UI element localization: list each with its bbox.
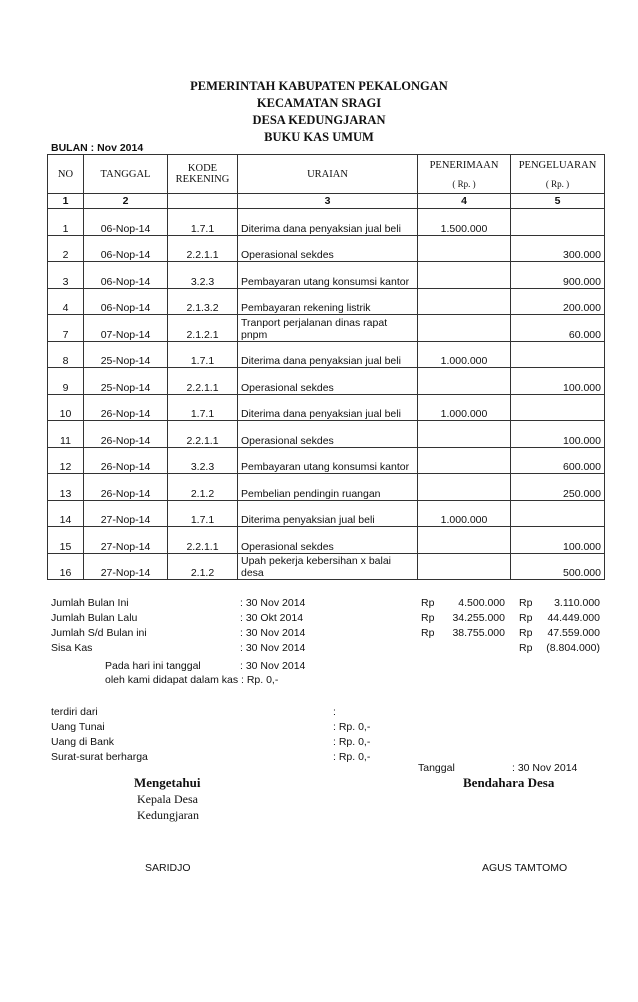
terdiri-label: terdiri dari bbox=[51, 706, 98, 718]
signatory-left-name: SARIDJO bbox=[145, 862, 191, 874]
row-tanggal: 25-Nop-14 bbox=[84, 341, 168, 368]
pada-label: Pada hari ini tanggal bbox=[105, 660, 201, 672]
row-pengeluaran bbox=[511, 394, 605, 421]
row-pengeluaran: 500.000 bbox=[511, 553, 605, 580]
header-line-4: BUKU KAS UMUM bbox=[264, 130, 374, 144]
row-uraian: Upah pekerja kebersihan x balai desa bbox=[238, 553, 418, 580]
row-tanggal: 06-Nop-14 bbox=[84, 235, 168, 262]
row-tanggal: 26-Nop-14 bbox=[84, 421, 168, 448]
row-penerimaan: 1.000.000 bbox=[418, 394, 511, 421]
header-uraian: URAIAN bbox=[238, 155, 418, 194]
col-number: 4 bbox=[418, 194, 511, 209]
summary-date: : 30 Nov 2014 bbox=[240, 597, 306, 609]
row-uraian: Operasional sekdes bbox=[238, 368, 418, 395]
row-pengeluaran: 100.000 bbox=[511, 368, 605, 395]
row-penerimaan: 1.000.000 bbox=[418, 500, 511, 527]
row-tanggal: 27-Nop-14 bbox=[84, 553, 168, 580]
row-kode: 2.1.2 bbox=[168, 474, 238, 501]
row-uraian: Diterima dana penyaksian jual beli bbox=[238, 394, 418, 421]
row-uraian: Pembayaran rekening listrik bbox=[238, 288, 418, 315]
row-kode: 2.2.1.1 bbox=[168, 235, 238, 262]
column-number-row bbox=[48, 194, 605, 209]
row-tanggal: 07-Nop-14 bbox=[84, 315, 168, 342]
row-penerimaan bbox=[418, 235, 511, 262]
row-pengeluaran: 100.000 bbox=[511, 527, 605, 554]
row-pengeluaran: 300.000 bbox=[511, 235, 605, 262]
row-kode: 2.2.1.1 bbox=[168, 527, 238, 554]
kepala-desa-label: Kepala Desa bbox=[137, 792, 198, 806]
row-penerimaan bbox=[418, 288, 511, 315]
summary-date: : 30 Okt 2014 bbox=[240, 612, 304, 624]
row-no: 12 bbox=[48, 447, 84, 474]
row-no: 9 bbox=[48, 368, 84, 395]
table-row bbox=[48, 262, 605, 289]
table-body bbox=[48, 209, 605, 580]
table-row bbox=[48, 341, 605, 368]
terdiri-value: : bbox=[333, 706, 336, 718]
row-tanggal: 26-Nop-14 bbox=[84, 474, 168, 501]
row-pengeluaran: 200.000 bbox=[511, 288, 605, 315]
header-line-3: DESA KEDUNGJARAN bbox=[252, 113, 386, 127]
bendahara-label: Bendahara Desa bbox=[463, 775, 555, 790]
mengetahui-label: Mengetahui bbox=[134, 775, 201, 790]
summary-date: : 30 Nov 2014 bbox=[240, 627, 306, 639]
header-pengeluaran bbox=[511, 155, 605, 194]
header-penerimaan-label: PENERIMAAN bbox=[429, 159, 499, 171]
row-no: 2 bbox=[48, 235, 84, 262]
summary-pengeluaran-value: 44.449.000 bbox=[547, 612, 600, 624]
row-uraian: Pembelian pendingin ruangan bbox=[238, 474, 418, 501]
row-uraian: Operasional sekdes bbox=[238, 421, 418, 448]
row-uraian: Operasional sekdes bbox=[238, 527, 418, 554]
summary-label: Jumlah S/d Bulan ini bbox=[51, 627, 147, 639]
row-kode: 2.2.1.1 bbox=[168, 368, 238, 395]
summary-rp-label: Rp bbox=[519, 642, 533, 654]
header-line-2: KECAMATAN SRAGI bbox=[256, 96, 382, 110]
row-penerimaan: 1.500.000 bbox=[418, 209, 511, 236]
row-penerimaan: 1.000.000 bbox=[418, 341, 511, 368]
header-kode: KODE REKENING bbox=[168, 155, 238, 194]
row-no: 8 bbox=[48, 341, 84, 368]
detail-label: Uang Tunai bbox=[51, 721, 105, 733]
row-kode: 1.7.1 bbox=[168, 394, 238, 421]
col-number: 5 bbox=[511, 194, 605, 209]
header-penerimaan-unit: ( Rp. ) bbox=[452, 178, 476, 189]
row-penerimaan bbox=[418, 421, 511, 448]
tanggal-label: Tanggal bbox=[418, 762, 455, 774]
summary-label: Jumlah Bulan Ini bbox=[51, 597, 129, 609]
row-kode: 2.1.2 bbox=[168, 553, 238, 580]
row-kode: 1.7.1 bbox=[168, 209, 238, 236]
row-pengeluaran: 900.000 bbox=[511, 262, 605, 289]
table-header-row bbox=[48, 155, 605, 194]
table-row bbox=[48, 500, 605, 527]
summary-label: Sisa Kas bbox=[51, 642, 93, 654]
summary-rp-label: Rp bbox=[421, 627, 435, 639]
row-no: 14 bbox=[48, 500, 84, 527]
row-no: 11 bbox=[48, 421, 84, 448]
detail-label: Surat-surat berharga bbox=[51, 751, 148, 763]
summary-pengeluaran-value: (8.804.000) bbox=[546, 642, 600, 654]
summary-rp-label: Rp bbox=[421, 612, 435, 624]
table-row bbox=[48, 394, 605, 421]
row-kode: 2.1.2.1 bbox=[168, 315, 238, 342]
row-no: 16 bbox=[48, 553, 84, 580]
summary-penerimaan-value: 38.755.000 bbox=[452, 627, 505, 639]
header-pengeluaran-unit: ( Rp. ) bbox=[545, 178, 570, 189]
summary-label: Jumlah Bulan Lalu bbox=[51, 612, 138, 624]
row-uraian: Pembayaran utang konsumsi kantor bbox=[238, 262, 418, 289]
summary-rp-label: Rp bbox=[519, 612, 533, 624]
row-no: 4 bbox=[48, 288, 84, 315]
row-tanggal: 06-Nop-14 bbox=[84, 288, 168, 315]
table-row bbox=[48, 447, 605, 474]
row-penerimaan bbox=[418, 315, 511, 342]
col-number: 3 bbox=[238, 194, 418, 209]
didapat-text: oleh kami didapat dalam kas : Rp. 0,- bbox=[105, 674, 279, 686]
summary-rp-label: Rp bbox=[519, 597, 533, 609]
signatory-right-name: AGUS TAMTOMO bbox=[482, 862, 568, 874]
row-tanggal: 06-Nop-14 bbox=[84, 262, 168, 289]
row-kode: 2.2.1.1 bbox=[168, 421, 238, 448]
summary-pengeluaran-value: 3.110.000 bbox=[554, 597, 600, 609]
summary-penerimaan-value: 34.255.000 bbox=[452, 612, 505, 624]
row-no: 13 bbox=[48, 474, 84, 501]
row-tanggal: 26-Nop-14 bbox=[84, 394, 168, 421]
row-uraian: Operasional sekdes bbox=[238, 235, 418, 262]
summary-date: : 30 Nov 2014 bbox=[240, 642, 306, 654]
detail-value: : Rp. 0,- bbox=[333, 751, 371, 763]
header-tanggal: TANGGAL bbox=[84, 155, 168, 194]
summary-rp-label: Rp bbox=[421, 597, 435, 609]
kedungjaran-label: Kedungjaran bbox=[137, 808, 199, 822]
table-row bbox=[48, 315, 605, 342]
table-row bbox=[48, 209, 605, 236]
table-row bbox=[48, 235, 605, 262]
row-penerimaan bbox=[418, 474, 511, 501]
row-uraian: Pembayaran utang konsumsi kantor bbox=[238, 447, 418, 474]
row-penerimaan bbox=[418, 447, 511, 474]
col-number: 2 bbox=[84, 194, 168, 209]
pada-value: : 30 Nov 2014 bbox=[240, 660, 306, 672]
row-tanggal: 27-Nop-14 bbox=[84, 500, 168, 527]
col-number bbox=[168, 194, 238, 209]
row-uraian: Diterima penyaksian jual beli bbox=[238, 500, 418, 527]
row-tanggal: 06-Nop-14 bbox=[84, 209, 168, 236]
row-pengeluaran: 100.000 bbox=[511, 421, 605, 448]
row-penerimaan bbox=[418, 262, 511, 289]
row-no: 10 bbox=[48, 394, 84, 421]
row-pengeluaran: 250.000 bbox=[511, 474, 605, 501]
bulan-label: BULAN : Nov 2014 bbox=[51, 142, 144, 154]
row-pengeluaran: 60.000 bbox=[511, 315, 605, 342]
summary-penerimaan-value: 4.500.000 bbox=[458, 597, 505, 609]
row-no: 15 bbox=[48, 527, 84, 554]
kas-table bbox=[47, 154, 605, 580]
table-row bbox=[48, 421, 605, 448]
row-kode: 2.1.3.2 bbox=[168, 288, 238, 315]
table-row bbox=[48, 474, 605, 501]
row-pengeluaran: 600.000 bbox=[511, 447, 605, 474]
row-kode: 1.7.1 bbox=[168, 341, 238, 368]
row-tanggal: 26-Nop-14 bbox=[84, 447, 168, 474]
row-kode: 3.2.3 bbox=[168, 447, 238, 474]
header-pengeluaran-label: PENGELUARAN bbox=[518, 159, 597, 171]
table-row bbox=[48, 368, 605, 395]
row-tanggal: 27-Nop-14 bbox=[84, 527, 168, 554]
row-penerimaan bbox=[418, 368, 511, 395]
table-row bbox=[48, 553, 605, 580]
table-row bbox=[48, 288, 605, 315]
row-kode: 3.2.3 bbox=[168, 262, 238, 289]
detail-label: Uang di Bank bbox=[51, 736, 115, 748]
row-pengeluaran bbox=[511, 341, 605, 368]
row-penerimaan bbox=[418, 553, 511, 580]
row-kode: 1.7.1 bbox=[168, 500, 238, 527]
col-number: 1 bbox=[48, 194, 84, 209]
row-no: 1 bbox=[48, 209, 84, 236]
row-tanggal: 25-Nop-14 bbox=[84, 368, 168, 395]
summary-rp-label: Rp bbox=[519, 627, 533, 639]
row-no: 3 bbox=[48, 262, 84, 289]
summary-pengeluaran-value: 47.559.000 bbox=[547, 627, 600, 639]
row-pengeluaran bbox=[511, 500, 605, 527]
table-row bbox=[48, 527, 605, 554]
tanggal-value: : 30 Nov 2014 bbox=[512, 762, 578, 774]
header-no: NO bbox=[48, 155, 84, 194]
detail-value: : Rp. 0,- bbox=[333, 721, 371, 733]
detail-value: : Rp. 0,- bbox=[333, 736, 371, 748]
row-penerimaan bbox=[418, 527, 511, 554]
row-uraian: Diterima dana penyaksian jual beli bbox=[238, 209, 418, 236]
row-uraian: Diterima dana penyaksian jual beli bbox=[238, 341, 418, 368]
row-uraian: Tranport perjalanan dinas rapat pnpm bbox=[238, 315, 418, 342]
header-penerimaan bbox=[418, 155, 511, 194]
row-no: 7 bbox=[48, 315, 84, 342]
row-pengeluaran bbox=[511, 209, 605, 236]
header-line-1: PEMERINTAH KABUPATEN PEKALONGAN bbox=[190, 79, 448, 93]
